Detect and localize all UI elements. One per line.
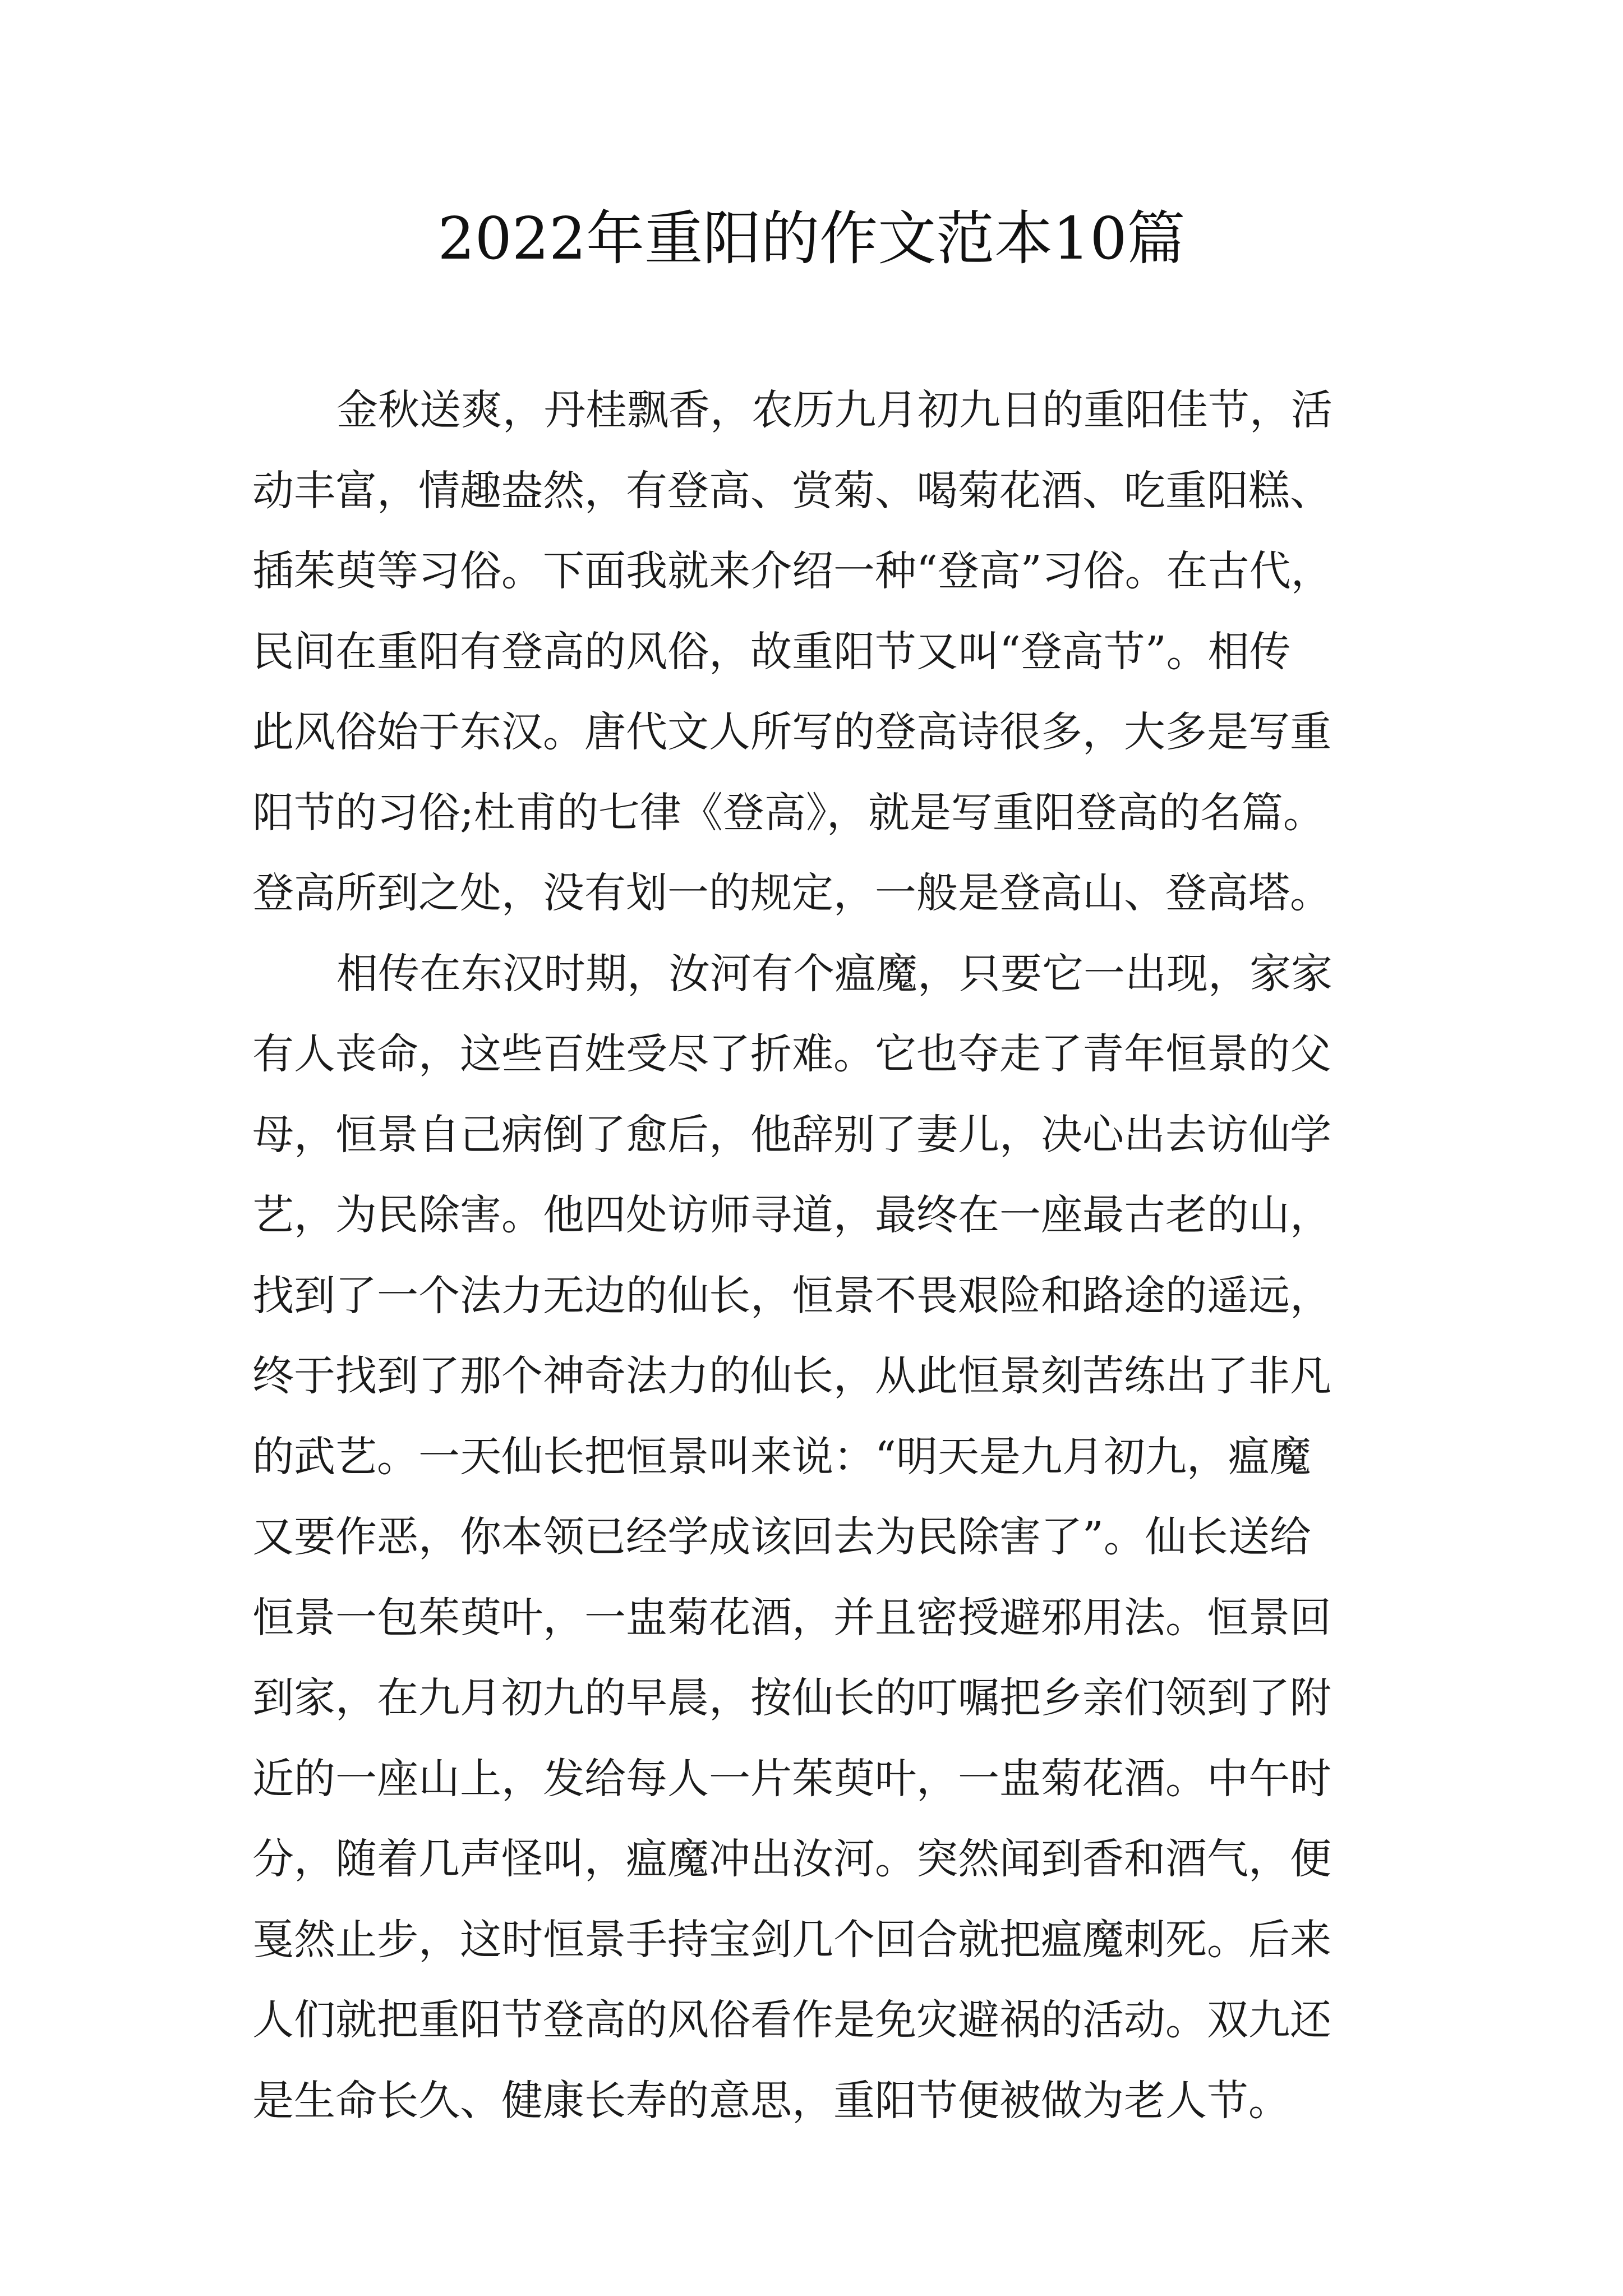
text-line: 分，随着几声怪叫，瘟魔冲出汝河。突然闻到香和酒气，便 (252, 1835, 1331, 1883)
text-line: 恒景一包茱萸叶，一盅菊花酒，并且密授避邪用法。恒景回 (252, 1593, 1331, 1642)
document-body (252, 370, 1385, 2141)
text-line: 有人丧命，这些百姓受尽了折难。它也夺走了青年恒景的父 (252, 1030, 1331, 1078)
text-line: 终于找到了那个神奇法力的仙长，从此恒景刻苦练出了非凡 (252, 1352, 1331, 1400)
text-line: 阳节的习俗;杜甫的七律《登高》，就是写重阳登高的名篇。 (252, 788, 1325, 837)
text-line: 是生命长久、健康长寿的意思，重阳节便被做为老人节。 (252, 2076, 1290, 2125)
text-line: 动丰富，情趣盎然，有登高、赏菊、喝菊花酒、吃重阳糕、 (252, 466, 1331, 515)
text-line: 母，恒景自己病倒了愈后，他辞别了妻儿，决心出去访仙学 (252, 1110, 1331, 1159)
text-line: 此风俗始于东汉。唐代文人所写的登高诗很多，大多是写重 (252, 708, 1331, 756)
text-line: 的武艺。一天仙长把恒景叫来说：“明天是九月初九，瘟魔 (252, 1432, 1311, 1481)
paragraph-2 (252, 934, 1385, 2142)
text-line: 戛然止步，这时恒景手持宝剑几个回合就把瘟魔刺死。后来 (252, 1915, 1331, 1964)
text-line: 艺，为民除害。他四处访师寻道，最终在一座最古老的山， (252, 1191, 1331, 1239)
paragraph-1 (252, 370, 1385, 934)
text-line: 插茱萸等习俗。下面我就来介绍一种“登高”习俗。在古代， (252, 547, 1332, 595)
text-line: 又要作恶，你本领已经学成该回去为民除害了”。仙长送给 (252, 1513, 1311, 1561)
text-line: 近的一座山上，发给每人一片茱萸叶，一盅菊花酒。中午时 (252, 1754, 1331, 1803)
text-line: 登高所到之处，没有划一的规定，一般是登高山、登高塔。 (252, 869, 1331, 917)
text-line: 到家，在九月初九的早晨，按仙长的叮嘱把乡亲们领到了附 (252, 1674, 1331, 1722)
document-title: 2022年重阳的作文范本10篇 (437, 204, 1186, 273)
text-line: 人们就把重阳节登高的风俗看作是免灾避祸的活动。双九还 (252, 1996, 1331, 2044)
text-line: 找到了一个法力无边的仙长，恒景不畏艰险和路途的遥远， (252, 1271, 1331, 1320)
text-line: 相传在东汉时期，汝河有个瘟魔，只要它一出现，家家 (336, 949, 1332, 998)
text-line: 民间在重阳有登高的风俗，故重阳节又叫“登高节”。相传 (252, 627, 1291, 676)
text-line: 金秋送爽，丹桂飘香，农历九月初九日的重阳佳节，活 (336, 386, 1332, 434)
